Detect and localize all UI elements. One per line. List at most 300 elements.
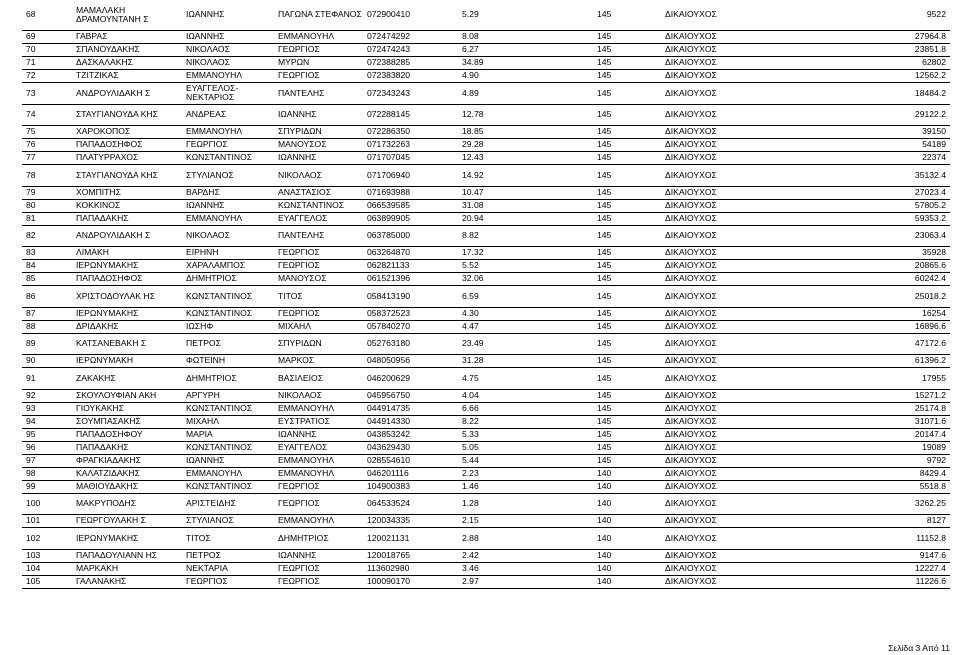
row-father-name: ΙΩΑΝΝΗΣ xyxy=(276,428,365,441)
row-id: 77 xyxy=(22,152,74,165)
row-amount: 17955 xyxy=(767,368,950,390)
row-name: ΠΕΤΡΟΣ xyxy=(184,549,276,562)
row-amount: 61396.2 xyxy=(767,355,950,368)
row-status: ΔΙΚΑΙΟΥΧΟΣ xyxy=(663,44,767,57)
row-vat: 120034335 xyxy=(365,515,460,528)
table-row xyxy=(22,70,950,83)
row-id: 70 xyxy=(22,44,74,57)
row-amount: 59353.2 xyxy=(767,212,950,225)
row-amount: 57805.2 xyxy=(767,199,950,212)
row-name: ΙΩΑΝΝΗΣ xyxy=(184,454,276,467)
table-row xyxy=(22,260,950,273)
table-row xyxy=(22,225,950,247)
row-status: ΔΙΚΑΙΟΥΧΟΣ xyxy=(663,389,767,402)
row-amount: 23851.8 xyxy=(767,44,950,57)
row-name: ΙΩΑΝΝΗΣ xyxy=(186,9,225,20)
row-status: ΔΙΚΑΙΟΥΧΟΣ xyxy=(663,528,767,550)
row-name: ΜΑΡΙΑ xyxy=(184,428,276,441)
row-status: ΔΙΚΑΙΟΥΧΟΣ xyxy=(663,575,767,588)
row-vat: 072343243 xyxy=(365,83,460,105)
row-vat: 072383820 xyxy=(365,70,460,83)
row-score: 2.97 xyxy=(460,575,595,588)
row-vat: 062821133 xyxy=(365,260,460,273)
row-code: 145 xyxy=(595,389,663,402)
page-number: Σελίδα 3 Από 11 xyxy=(888,643,950,653)
row-id: 104 xyxy=(22,562,74,575)
row-status: ΔΙΚΑΙΟΥΧΟΣ xyxy=(663,31,767,44)
row-father-name: ΓΕΩΡΓΙΟΣ xyxy=(276,260,365,273)
row-surname: ΓΑΛΑΝΑΚΗΣ xyxy=(74,575,184,588)
row-score: 4.47 xyxy=(460,320,595,333)
row-code: 140 xyxy=(595,467,663,480)
row-id: 73 xyxy=(22,83,74,105)
row-father-name: ΓΕΩΡΓΙΟΣ xyxy=(276,480,365,493)
row-code: 145 xyxy=(595,104,663,126)
row-name: ΒΑΡΔΗΣ xyxy=(184,186,276,199)
row-amount: 16254 xyxy=(767,307,950,320)
row-status: ΔΙΚΑΙΟΥΧΟΣ xyxy=(663,549,767,562)
table-row xyxy=(22,186,950,199)
row-surname: ΧΑΡΟΚΟΠΟΣ xyxy=(74,126,184,139)
table-row xyxy=(22,355,950,368)
beneficiaries-table xyxy=(22,0,950,589)
row-code: 145 xyxy=(595,31,663,44)
row-surname: ΔΡΙΔΑΚΗΣ xyxy=(74,320,184,333)
row-status: ΔΙΚΑΙΟΥΧΟΣ xyxy=(663,428,767,441)
row-score: 1.46 xyxy=(460,480,595,493)
row-surname: ΧΟΜΠΙΤΗΣ xyxy=(74,186,184,199)
row-surname: ΓΑΒΡΑΣ xyxy=(74,31,184,44)
row-status: ΔΙΚΑΙΟΥΧΟΣ xyxy=(663,247,767,260)
row-code: 145 xyxy=(595,152,663,165)
row-father-name: ΕΥΣΤΡΑΤΙΟΣ xyxy=(276,415,365,428)
row-code: 145 xyxy=(595,225,663,247)
row-surname: ΙΕΡΩΝΥΜΑΚΗΣ xyxy=(74,528,184,550)
row-name: ΔΗΜΗΤΡΙΟΣ xyxy=(184,273,276,286)
row-surname: ΧΡΙΣΤΟΔΟΥΛΑΚ ΗΣ xyxy=(74,286,184,308)
row-score: 10.47 xyxy=(460,186,595,199)
row-name: ΑΡΙΣΤΕΙΔΗΣ xyxy=(184,493,276,515)
row-vat: 048050956 xyxy=(365,355,460,368)
row-score: 31.28 xyxy=(460,355,595,368)
row-status: ΔΙΚΑΙΟΥΧΟΣ xyxy=(663,126,767,139)
row-name: ΚΩΝΣΤΑΝΤΙΝΟΣ xyxy=(184,480,276,493)
row-vat: 046201116 xyxy=(365,467,460,480)
row-vat: 043629430 xyxy=(365,441,460,454)
row-amount: 9147.6 xyxy=(767,549,950,562)
row-score: 8.82 xyxy=(460,225,595,247)
row-name: ΝΙΚΟΛΑΟΣ xyxy=(184,44,276,57)
row-amount: 8429.4 xyxy=(767,467,950,480)
row-id: 99 xyxy=(22,480,74,493)
row-vat: 100090170 xyxy=(365,575,460,588)
row-id: 75 xyxy=(22,126,74,139)
row-status: ΔΙΚΑΙΟΥΧΟΣ xyxy=(663,515,767,528)
row-surname: ΚΑΤΣΑΝΕΒΑΚΗ Σ xyxy=(74,333,184,355)
row-father-name: ΑΝΑΣΤΑΣΙΟΣ xyxy=(276,186,365,199)
row-amount: 35132.4 xyxy=(767,165,950,187)
row-code: 145 xyxy=(595,320,663,333)
row-name: ΙΩΑΝΝΗΣ xyxy=(184,199,276,212)
row-amount: 35928 xyxy=(767,247,950,260)
row-status: ΔΙΚΑΙΟΥΧΟΣ xyxy=(663,199,767,212)
row-father-name: ΓΕΩΡΓΙΟΣ xyxy=(276,493,365,515)
row-father-name: ΔΗΜΗΤΡΙΟΣ xyxy=(276,528,365,550)
row-father-name: ΝΙΚΟΛΑΟΣ xyxy=(276,165,365,187)
row-surname: ΠΑΠΑΔΟΣΗΦΟΥ xyxy=(74,428,184,441)
row-name: ΕΜΜΑΝΟΥΗΛ xyxy=(184,212,276,225)
row-amount: 11152.8 xyxy=(767,528,950,550)
row-name: ΚΩΝΣΤΑΝΤΙΝΟΣ xyxy=(184,286,276,308)
row-id: 71 xyxy=(22,57,74,70)
row-father-name: ΕΜΜΑΝΟΥΗΛ xyxy=(276,467,365,480)
row-score: 6.66 xyxy=(460,402,595,415)
row-vat: 061521396 xyxy=(365,273,460,286)
row-father-name: ΠΑΝΤΕΛΗΣ xyxy=(276,225,365,247)
row-status: ΔΙΚΑΙΟΥΧΟΣ xyxy=(663,165,767,187)
row-code: 145 xyxy=(595,415,663,428)
row-surname: ΠΑΠΑΔΟΥΛΙΑΝΝ ΗΣ xyxy=(74,549,184,562)
table-row xyxy=(22,480,950,493)
row-surname: ΣΤΑΥΓΙΑΝΟΥΔΑ ΚΗΣ xyxy=(74,104,184,126)
row-id: 86 xyxy=(22,286,74,308)
row-vat: 058372523 xyxy=(365,307,460,320)
row-name: ΝΙΚΟΛΑΟΣ xyxy=(184,225,276,247)
row-id: 78 xyxy=(22,165,74,187)
row-father-name: ΜΑΝΟΥΣΟΣ xyxy=(276,273,365,286)
row-id: 97 xyxy=(22,454,74,467)
row-score: 8.22 xyxy=(460,415,595,428)
row-status: ΔΙΚΑΙΟΥΧΟΣ xyxy=(663,139,767,152)
row-amount: 3262.25 xyxy=(767,493,950,515)
row-id: 96 xyxy=(22,441,74,454)
row-vat: 104900383 xyxy=(365,480,460,493)
row-vat: 044914330 xyxy=(365,415,460,428)
row-code: 145 xyxy=(595,44,663,57)
row-amount: 20865.6 xyxy=(767,260,950,273)
row-code: 145 xyxy=(595,273,663,286)
row-status: ΔΙΚΑΙΟΥΧΟΣ xyxy=(663,467,767,480)
row-id: 105 xyxy=(22,575,74,588)
row-father-name: ΠΑΝΤΕΛΗΣ xyxy=(276,83,365,105)
row-code: 140 xyxy=(595,575,663,588)
table-row xyxy=(22,333,950,355)
row-vat: 066539585 xyxy=(365,199,460,212)
row-surname: ΜΑΚΡΥΠΟΔΗΣ xyxy=(74,493,184,515)
table-row xyxy=(22,415,950,428)
row-score: 18.85 xyxy=(460,126,595,139)
row-vat: 063899905 xyxy=(365,212,460,225)
row-status: ΔΙΚΑΙΟΥΧΟΣ xyxy=(663,225,767,247)
row-id: 87 xyxy=(22,307,74,320)
table-row xyxy=(22,441,950,454)
row-status: ΔΙΚΑΙΟΥΧΟΣ xyxy=(663,83,767,105)
table-row xyxy=(22,389,950,402)
row-vat: 057840270 xyxy=(365,320,460,333)
row-surname: ΙΕΡΩΝΥΜΑΚΗΣ xyxy=(74,307,184,320)
table-row xyxy=(22,493,950,515)
row-father-name: ΙΩΑΝΝΗΣ xyxy=(276,104,365,126)
row-code: 145 xyxy=(595,355,663,368)
row-score: 1.28 xyxy=(460,493,595,515)
row-father-name: ΜΑΝΟΥΣΟΣ xyxy=(276,139,365,152)
row-vat: 072474292 xyxy=(365,31,460,44)
row-id: 91 xyxy=(22,368,74,390)
row-code: 145 xyxy=(595,428,663,441)
row-name: ΣΤΥΛΙΑΝΟΣ xyxy=(184,165,276,187)
row-amount: 12227.4 xyxy=(767,562,950,575)
row-code: 145 xyxy=(595,247,663,260)
row-name: ΑΡΓΥΡΗ xyxy=(184,389,276,402)
row-amount: 27964.8 xyxy=(767,31,950,44)
row-status: ΔΙΚΑΙΟΥΧΟΣ xyxy=(663,212,767,225)
row-amount: 62802 xyxy=(767,57,950,70)
row-id: 79 xyxy=(22,186,74,199)
row-surname: ΔΑΣΚΑΛΑΚΗΣ xyxy=(74,57,184,70)
row-name: ΚΩΝΣΤΑΝΤΙΝΟΣ xyxy=(184,152,276,165)
row-surname: ΣΤΑΥΓΙΑΝΟΥΔΑ ΚΗΣ xyxy=(74,165,184,187)
row-score: 5.05 xyxy=(460,441,595,454)
row-score: 29.28 xyxy=(460,139,595,152)
row-status: ΔΙΚΑΙΟΥΧΟΣ xyxy=(663,333,767,355)
row-surname: ΙΕΡΩΝΥΜΑΚΗ xyxy=(74,355,184,368)
row-amount: 60242.4 xyxy=(767,273,950,286)
row-id: 74 xyxy=(22,104,74,126)
row-id: 90 xyxy=(22,355,74,368)
row-id: 95 xyxy=(22,428,74,441)
row-status: ΔΙΚΑΙΟΥΧΟΣ xyxy=(663,286,767,308)
row-score: 31.08 xyxy=(460,199,595,212)
row-vat: 043853242 xyxy=(365,428,460,441)
row-amount: 27023.4 xyxy=(767,186,950,199)
row-score: 4.04 xyxy=(460,389,595,402)
table-row xyxy=(22,126,950,139)
row-status: ΔΙΚΑΙΟΥΧΟΣ xyxy=(663,70,767,83)
row-father-name: ΙΩΑΝΝΗΣ xyxy=(276,549,365,562)
row-name: ΝΕΚΤΑΡΙΑ xyxy=(184,562,276,575)
row-surname: ΣΟΥΜΠΑΣΑΚΗΣ xyxy=(74,415,184,428)
row-score: 5.44 xyxy=(460,454,595,467)
table-row xyxy=(22,31,950,44)
row-score: 12.78 xyxy=(460,104,595,126)
row-code: 145 xyxy=(595,454,663,467)
table-row xyxy=(22,165,950,187)
table-row xyxy=(22,199,950,212)
row-name: ΚΩΝΣΤΑΝΤΙΝΟΣ xyxy=(184,402,276,415)
row-vat: 063264870 xyxy=(365,247,460,260)
row-vat: 072286350 xyxy=(365,126,460,139)
row-code: 145 xyxy=(595,307,663,320)
row-surname: ΙΕΡΩΝΥΜΑΚΗΣ xyxy=(74,260,184,273)
row-id: 80 xyxy=(22,199,74,212)
table-row xyxy=(22,57,950,70)
row-surname: ΚΑΛΑΤΖΙΔΑΚΗΣ xyxy=(74,467,184,480)
row-vat: 113602980 xyxy=(365,562,460,575)
row-id: 85 xyxy=(22,273,74,286)
row-score: 2.88 xyxy=(460,528,595,550)
row-vat: 071693988 xyxy=(365,186,460,199)
row-surname: ΣΚΟΥΛΟΥΦΙΑΝ ΑΚΗ xyxy=(74,389,184,402)
row-status: ΔΙΚΑΙΟΥΧΟΣ xyxy=(663,186,767,199)
row-amount: 47172.6 xyxy=(767,333,950,355)
row-father-name: ΚΩΝΣΤΑΝΤΙΝΟΣ xyxy=(276,199,365,212)
row-name: ΦΩΤΕΙΝΗ xyxy=(184,355,276,368)
row-id: 101 xyxy=(22,515,74,528)
row-id: 68 xyxy=(26,9,36,20)
row-code: 145 xyxy=(595,402,663,415)
row-code: 145 xyxy=(595,199,663,212)
table-row xyxy=(22,549,950,562)
row-vat: 072288145 xyxy=(365,104,460,126)
row-id: 93 xyxy=(22,402,74,415)
row-score: 20.94 xyxy=(460,212,595,225)
row-amount: 9522 xyxy=(926,9,946,20)
row-status: ΔΙΚΑΙΟΥΧΟΣ xyxy=(663,480,767,493)
row-score: 5.33 xyxy=(460,428,595,441)
row-vat: 064533524 xyxy=(365,493,460,515)
row-father-name: ΝΙΚΟΛΑΟΣ xyxy=(276,389,365,402)
row-score: 5.29 xyxy=(462,9,479,20)
row-code: 140 xyxy=(595,515,663,528)
table-row xyxy=(22,428,950,441)
row-father-name: ΓΕΩΡΓΙΟΣ xyxy=(276,247,365,260)
table-row xyxy=(22,286,950,308)
row-score: 6.59 xyxy=(460,286,595,308)
row-amount: 15271.2 xyxy=(767,389,950,402)
table-row xyxy=(22,152,950,165)
row-score: 2.15 xyxy=(460,515,595,528)
row-code: 145 xyxy=(595,441,663,454)
row-score: 4.75 xyxy=(460,368,595,390)
row-code: 145 xyxy=(595,368,663,390)
row-vat: 072474243 xyxy=(365,44,460,57)
table-row xyxy=(22,0,950,31)
row-father-name: ΕΜΜΑΝΟΥΗΛ xyxy=(276,31,365,44)
row-name: ΚΩΝΣΤΑΝΤΙΝΟΣ xyxy=(184,441,276,454)
row-amount: 29122.2 xyxy=(767,104,950,126)
row-surname: ΠΛΑΤΥΡΡΑΧΟΣ xyxy=(74,152,184,165)
row-code: 140 xyxy=(595,549,663,562)
row-code: 145 xyxy=(595,260,663,273)
row-score: 2.42 xyxy=(460,549,595,562)
row-surname: ΣΠΑΝΟΥΔΑΚΗΣ xyxy=(74,44,184,57)
row-vat: 071732263 xyxy=(365,139,460,152)
row-id: 83 xyxy=(22,247,74,260)
row-surname: ΓΙΟΥΚΑΚΗΣ xyxy=(74,402,184,415)
table-row xyxy=(22,83,950,105)
row-status: ΔΙΚΑΙΟΥΧΟΣ xyxy=(663,273,767,286)
row-id: 98 xyxy=(22,467,74,480)
row-father-name: ΠΑΓΩΝΑ ΣΤΕΦΑΝΟΣ xyxy=(278,9,362,20)
row-name: ΚΩΝΣΤΑΝΤΙΝΟΣ xyxy=(184,307,276,320)
row-status: ΔΙΚΑΙΟΥΧΟΣ xyxy=(663,307,767,320)
table-row xyxy=(22,247,950,260)
row-score: 4.30 xyxy=(460,307,595,320)
table-row xyxy=(22,44,950,57)
row-status: ΔΙΚΑΙΟΥΧΟΣ xyxy=(663,320,767,333)
row-name: ΕΜΜΑΝΟΥΗΛ xyxy=(184,70,276,83)
row-code: 140 xyxy=(595,562,663,575)
row-score: 2.23 xyxy=(460,467,595,480)
row-surname: ΓΕΩΡΓΟΥΛΑΚΗ Σ xyxy=(74,515,184,528)
table-row xyxy=(22,528,950,550)
row-id: 103 xyxy=(22,549,74,562)
row-code: 140 xyxy=(595,480,663,493)
row-vat: 028554610 xyxy=(365,454,460,467)
row-father-name: ΒΑΣΙΛΕΙΟΣ xyxy=(276,368,365,390)
table-row xyxy=(22,320,950,333)
table-row xyxy=(22,368,950,390)
row-name: ΕΥΑΓΓΕΛΟΣ-ΝΕΚΤΑΡΙΟΣ xyxy=(184,83,276,105)
row-score: 4.90 xyxy=(460,70,595,83)
row-vat: 052763180 xyxy=(365,333,460,355)
row-code: 140 xyxy=(595,493,663,515)
row-code: 145 xyxy=(595,126,663,139)
row-vat: 071706940 xyxy=(365,165,460,187)
row-surname: ΠΑΠΑΔΑΚΗΣ xyxy=(74,441,184,454)
row-amount: 22374 xyxy=(767,152,950,165)
row-id: 100 xyxy=(22,493,74,515)
row-vat: 058413190 xyxy=(365,286,460,308)
row-name: ΕΜΜΑΝΟΥΗΛ xyxy=(184,126,276,139)
row-status: ΔΙΚΑΙΟΥΧΟΣ xyxy=(663,493,767,515)
row-id: 81 xyxy=(22,212,74,225)
row-status: ΔΙΚΑΙΟΥΧΟΣ xyxy=(663,355,767,368)
row-score: 3.46 xyxy=(460,562,595,575)
row-father-name: ΜΥΡΩΝ xyxy=(276,57,365,70)
document-page xyxy=(22,0,950,589)
table-row xyxy=(22,562,950,575)
row-vat: 072900410 xyxy=(367,9,411,20)
row-name: ΤΙΤΟΣ xyxy=(184,528,276,550)
row-score: 5.52 xyxy=(460,260,595,273)
row-code: 145 xyxy=(597,9,612,20)
row-father-name: ΙΩΑΝΝΗΣ xyxy=(276,152,365,165)
row-code: 145 xyxy=(595,212,663,225)
row-name: ΑΝΔΡΕΑΣ xyxy=(184,104,276,126)
row-score: 14.92 xyxy=(460,165,595,187)
row-score: 23.49 xyxy=(460,333,595,355)
row-code: 145 xyxy=(595,57,663,70)
row-amount: 12562.2 xyxy=(767,70,950,83)
row-father-name: ΓΕΩΡΓΙΟΣ xyxy=(276,575,365,588)
row-vat: 063785000 xyxy=(365,225,460,247)
row-name: ΙΩΣΗΦ xyxy=(184,320,276,333)
row-status: ΔΙΚΑΙΟΥΧΟΣ xyxy=(663,415,767,428)
row-code: 140 xyxy=(595,528,663,550)
table-row xyxy=(22,273,950,286)
row-score: 4.89 xyxy=(460,83,595,105)
row-code: 145 xyxy=(595,139,663,152)
row-score: 6.27 xyxy=(460,44,595,57)
row-id: 82 xyxy=(22,225,74,247)
row-code: 145 xyxy=(595,286,663,308)
row-father-name: ΓΕΩΡΓΙΟΣ xyxy=(276,562,365,575)
row-id: 92 xyxy=(22,389,74,402)
row-id: 88 xyxy=(22,320,74,333)
row-father-name: ΕΥΑΓΓΕΛΟΣ xyxy=(276,212,365,225)
row-score: 8.08 xyxy=(460,31,595,44)
row-surname: ΑΝΔΡΟΥΛΙΔΑΚΗ Σ xyxy=(74,225,184,247)
row-vat: 120021131 xyxy=(365,528,460,550)
row-status: ΔΙΚΑΙΟΥΧΟΣ xyxy=(663,57,767,70)
row-status: ΔΙΚΑΙΟΥΧΟΣ xyxy=(663,454,767,467)
row-code: 145 xyxy=(595,70,663,83)
row-amount: 23063.4 xyxy=(767,225,950,247)
row-amount: 11226.6 xyxy=(767,575,950,588)
row-father-name: ΣΠΥΡΙΔΩΝ xyxy=(276,333,365,355)
row-father-name: ΣΠΥΡΙΔΩΝ xyxy=(276,126,365,139)
